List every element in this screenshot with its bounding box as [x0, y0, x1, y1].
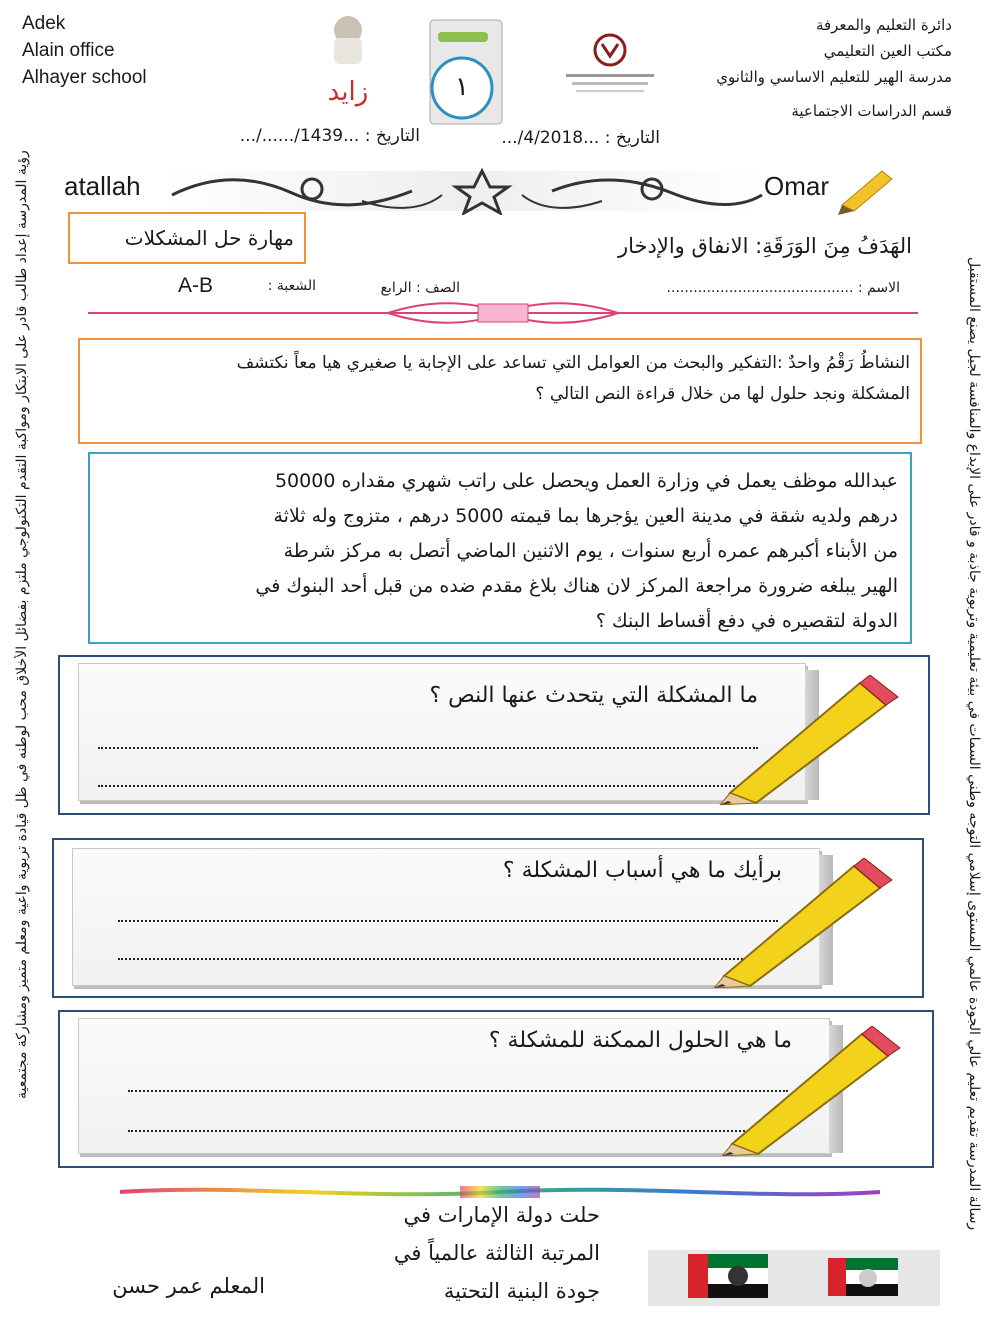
question-card-3 [58, 1010, 934, 1168]
activity-line: النشاطُ رَقْمُ واحدٌ :التفكير والبحث من العوامل التي تساعد على الإجابة يا صغيري هيا معاً نكتشف [236, 353, 910, 373]
student-grade: الصف : الرابع [380, 280, 460, 296]
answer-line[interactable] [98, 785, 758, 787]
student-name-field: الاسم : .......................................... [666, 280, 900, 296]
header-ar-block [652, 12, 952, 124]
header-ar-line: دائرة التعليم والمعرفة [815, 16, 952, 34]
worksheet-goal: الهَدَفُ مِنَ الوَرَقَةِ: الانفاق والإدخار [617, 234, 912, 258]
teacher-name: المعلم عمر حسن [112, 1274, 265, 1298]
footer-line: المرتبة الثالثة عالمياً في [393, 1241, 600, 1265]
passage-line: الهير يبلغه ضرورة مراجعة المركز لان هناك بلاغ مقدم ضده من قبل أحد البنوك في [255, 575, 898, 597]
header-en-line: Alhayer school [22, 67, 147, 88]
passage-line: درهم ولديه شقة في مدينة العين يؤجرها بما قيمته 5000 درهم ، متزوج وله ثلاثة [273, 505, 898, 527]
gregorian-date: التاريخ : ...4/2018/... [501, 128, 660, 148]
activity-instructions-box [78, 338, 922, 444]
zayed-year-logo [318, 8, 378, 118]
header-ar-line: مكتب العين التعليمي [823, 42, 952, 60]
banner-left-name: atallah [64, 171, 141, 201]
answer-line[interactable] [118, 958, 778, 960]
question-card-2 [52, 838, 924, 998]
ministry-emblem [562, 30, 658, 100]
question-card-1 [58, 655, 930, 815]
footer-line: حلت دولة الإمارات في [403, 1203, 600, 1227]
answer-line[interactable] [128, 1130, 788, 1132]
answer-line[interactable] [98, 747, 758, 749]
header-ar-line: مدرسة الهير للتعليم الاساسي والثانوي [716, 68, 952, 86]
page-number: ١ [455, 72, 469, 102]
svg-text:زايد: زايد [327, 77, 369, 107]
activity-line: المشكلة ونجد حلول لها من خلال قراءة النص التالي ؟ [535, 384, 910, 404]
section-label: الشعبة : [267, 278, 316, 294]
school-vision-vertical: رؤية المدرسة إعداد طالب قادر على الابتكار ومواكبة التقدم التكنولوجي ملتزم بفضائل الأخلاق محب لوطنه في ظل قيادة تربوية واعية ومعلم متميز ومشاركة مجتمعية [14, 150, 30, 1099]
pencil-icon [704, 858, 904, 988]
question-text-1: ما المشكلة التي يتحدث عنها النص ؟ [429, 683, 758, 708]
passage-line: من الأبناء أكبرهم عمره أربع سنوات ، يوم الاثنين الماضي أتصل به مركز شرطة [283, 540, 898, 562]
school-mission-vertical: رسالة المدرسة تقديم تعليم عالي الجودة عالمي المستوى إسلامي التوجه وطني السمات في بيئة تعليمية وتربوية جاذبة و قادر على الإبداع والمنافسة لجيل يصنع المستقبل [966, 256, 982, 1230]
footer-line: جودة البنية التحتية [443, 1279, 600, 1303]
answer-line[interactable] [118, 920, 778, 922]
skill-title: مهارة حل المشكلات [124, 226, 294, 250]
header-ar-line: قسم الدراسات الاجتماعية [791, 102, 952, 120]
footer-fact [330, 1196, 600, 1310]
page-number-tablet [422, 18, 512, 128]
skill-title-box [68, 212, 306, 264]
question-text-2: برأيك ما هي أسباب المشكلة ؟ [502, 858, 782, 883]
hijri-date: التاريخ : ...1439/....../... [239, 126, 420, 146]
answer-line[interactable] [128, 1090, 788, 1092]
passage-line: الدولة لتقصيره في دفع أقساط البنك ؟ [595, 610, 898, 632]
question-text-3: ما هي الحلول الممكنة للمشكلة ؟ [488, 1028, 792, 1053]
passage-line: عبدالله موظف يعمل في وزارة العمل ويحصل على راتب شهري مقداره 50000 [274, 470, 898, 492]
header-en-block [22, 10, 147, 91]
section-value: A-B [178, 274, 214, 297]
pink-divider [88, 300, 918, 326]
uae-flag-image [648, 1250, 940, 1306]
header-en-line: Alain office [22, 40, 115, 61]
decorative-banner [62, 165, 902, 215]
banner-right-name: Omar [764, 171, 829, 201]
header-en-line: Adek [22, 13, 66, 34]
pencil-icon [710, 675, 910, 805]
story-passage-box [88, 452, 912, 644]
pencil-icon [712, 1026, 912, 1156]
